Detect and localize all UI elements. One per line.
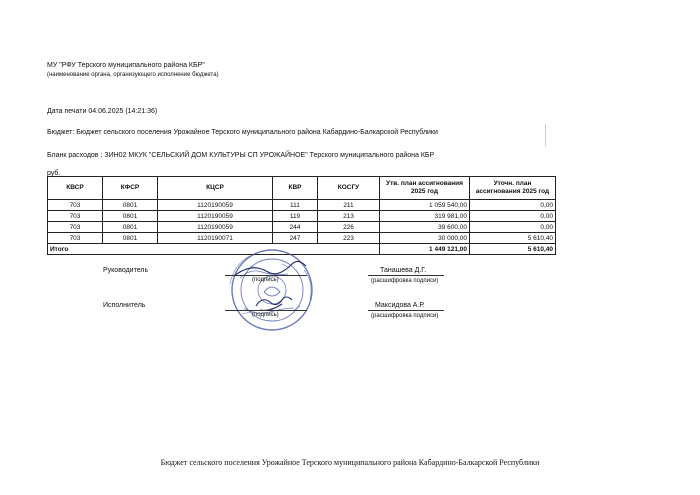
col-kcsr: КЦСР (158, 177, 273, 200)
cell-kcsr: 1120190059 (158, 222, 273, 233)
head-name: Танашева Д.Г. (380, 267, 427, 274)
cell-kcsr: 1120190071 (158, 233, 273, 244)
cell-kvr: 119 (273, 211, 318, 222)
table-row (48, 233, 556, 244)
col-adjusted: Уточн. план ассигнования 2025 год (470, 177, 556, 200)
cell-kvsr: 703 (48, 211, 103, 222)
cell-kvr: 247 (273, 233, 318, 244)
cell-kosgu: 226 (318, 222, 380, 233)
total-plan: 1 449 121,00 (380, 244, 470, 255)
cell-kvsr: 703 (48, 222, 103, 233)
executor-name: Максидова А.Р. (375, 302, 425, 309)
budget-line: Бюджет: Бюджет сельского поселения Урожайное Терского муниципального района Кабардино-Балкарской Республики (47, 129, 438, 136)
cell-kfsr: 0801 (103, 200, 158, 211)
total-blank (318, 244, 380, 255)
cell-plan: 319 981,00 (380, 211, 470, 222)
scan-mark (545, 124, 546, 146)
col-kosgu: КОСГУ (318, 177, 380, 200)
col-plan: Утв. план ассигнования 2025 год (380, 177, 470, 200)
cell-adjusted: 0,00 (470, 200, 556, 211)
table-header-row (48, 177, 556, 200)
table-row (48, 211, 556, 222)
cell-kosgu: 211 (318, 200, 380, 211)
expense-table (47, 176, 556, 255)
cell-kvr: 244 (273, 222, 318, 233)
col-kfsr: КФСР (103, 177, 158, 200)
org-caption: (наименование органа, организующего исполнение бюджета) (47, 72, 219, 78)
head-sign-caption: (подпись) (252, 277, 279, 283)
cell-kfsr: 0801 (103, 211, 158, 222)
head-role: Руководитель (103, 267, 149, 274)
cell-kvsr: 703 (48, 233, 103, 244)
head-name-caption: (расшифровка подписи) (371, 278, 439, 284)
executor-name-caption: (расшифровка подписи) (371, 313, 439, 319)
currency-label: руб. (47, 170, 61, 177)
footer-text: Бюджет сельского поселения Урожайное Терского муниципального района Кабардино-Балкарской Республики (160, 458, 540, 467)
cell-adjusted: 0,00 (470, 222, 556, 233)
round-seal-stamp (220, 248, 320, 332)
cell-kfsr: 0801 (103, 222, 158, 233)
table-row (48, 222, 556, 233)
executor-sign-caption: (подпись) (252, 312, 279, 318)
blank-line: Бланк расходов : ЗИН02 МКУК "СЕЛЬСКИЙ ДОМ КУЛЬТУРЫ СП УРОЖАЙНОЕ" Терского муниципального района КБР (47, 152, 435, 159)
table-row (48, 200, 556, 211)
cell-kvr: 111 (273, 200, 318, 211)
print-date: Дата печати 04.06.2025 (14:21:36) (47, 108, 158, 115)
cell-kfsr: 0801 (103, 233, 158, 244)
cell-kcsr: 1120190059 (158, 200, 273, 211)
cell-kosgu: 223 (318, 233, 380, 244)
cell-plan: 30 000,00 (380, 233, 470, 244)
cell-adjusted: 0,00 (470, 211, 556, 222)
cell-kosgu: 213 (318, 211, 380, 222)
executor-name-line (368, 310, 444, 311)
executor-role: Исполнитель (103, 302, 146, 309)
head-name-line (368, 275, 444, 276)
total-label: Итого (48, 244, 103, 255)
org-name: МУ "РФУ Терского муниципального района КБР" (47, 62, 205, 69)
cell-kcsr: 1120190059 (158, 211, 273, 222)
total-adjusted: 5 610,40 (470, 244, 556, 255)
col-kvr: КВР (273, 177, 318, 200)
cell-adjusted: 5 610,40 (470, 233, 556, 244)
col-kvsr: КВСР (48, 177, 103, 200)
cell-kvsr: 703 (48, 200, 103, 211)
cell-plan: 1 059 540,00 (380, 200, 470, 211)
cell-plan: 39 600,00 (380, 222, 470, 233)
total-blank (103, 244, 158, 255)
